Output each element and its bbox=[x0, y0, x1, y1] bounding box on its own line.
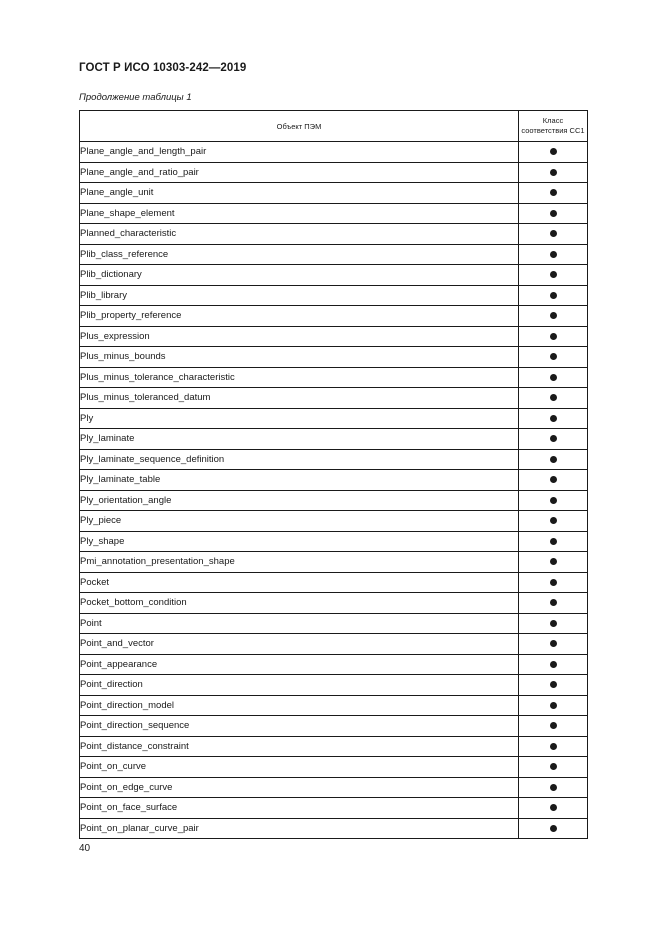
table-row bbox=[80, 244, 588, 265]
conformance-mark-cell bbox=[519, 388, 588, 409]
conformance-mark-cell bbox=[519, 306, 588, 327]
table-row bbox=[80, 388, 588, 409]
page-number: 40 bbox=[79, 843, 91, 854]
table-row bbox=[80, 224, 588, 245]
column-header-conformance-class: Класс соответствия СС1 bbox=[519, 111, 588, 142]
table-row bbox=[80, 203, 588, 224]
filled-circle-icon bbox=[550, 435, 557, 442]
entity-name-cell: Plib_library bbox=[80, 285, 519, 306]
conformance-mark-cell bbox=[519, 511, 588, 532]
filled-circle-icon bbox=[550, 517, 557, 524]
table-row bbox=[80, 367, 588, 388]
table-row bbox=[80, 511, 588, 532]
filled-circle-icon bbox=[550, 230, 557, 237]
table-row bbox=[80, 675, 588, 696]
filled-circle-icon bbox=[550, 476, 557, 483]
entity-name-cell: Point_distance_constraint bbox=[80, 736, 519, 757]
filled-circle-icon bbox=[550, 415, 557, 422]
table-row bbox=[80, 326, 588, 347]
conformance-mark-cell bbox=[519, 347, 588, 368]
table-row bbox=[80, 490, 588, 511]
table-row bbox=[80, 777, 588, 798]
filled-circle-icon bbox=[550, 456, 557, 463]
filled-circle-icon bbox=[550, 394, 557, 401]
entity-name-cell: Plib_property_reference bbox=[80, 306, 519, 327]
entity-name-cell: Point_direction_sequence bbox=[80, 716, 519, 737]
filled-circle-icon bbox=[550, 763, 557, 770]
table-row bbox=[80, 593, 588, 614]
entity-name-cell: Ply_piece bbox=[80, 511, 519, 532]
entity-name-cell: Plane_shape_element bbox=[80, 203, 519, 224]
table-row bbox=[80, 818, 588, 839]
filled-circle-icon bbox=[550, 251, 557, 258]
filled-circle-icon bbox=[550, 599, 557, 606]
conformance-mark-cell bbox=[519, 716, 588, 737]
table-row bbox=[80, 162, 588, 183]
table-row bbox=[80, 285, 588, 306]
entity-name-cell: Ply_laminate_table bbox=[80, 470, 519, 491]
document-standard-title: ГОСТ Р ИСО 10303-242—2019 bbox=[79, 62, 247, 74]
conformance-mark-cell bbox=[519, 244, 588, 265]
table-row bbox=[80, 572, 588, 593]
table-row bbox=[80, 757, 588, 778]
conformance-mark-cell bbox=[519, 531, 588, 552]
conformance-mark-cell bbox=[519, 757, 588, 778]
table-row bbox=[80, 449, 588, 470]
entity-name-cell: Point_and_vector bbox=[80, 634, 519, 655]
filled-circle-icon bbox=[550, 825, 557, 832]
conformance-mark-cell bbox=[519, 798, 588, 819]
entity-name-cell: Plus_minus_bounds bbox=[80, 347, 519, 368]
conformance-mark-cell bbox=[519, 162, 588, 183]
filled-circle-icon bbox=[550, 558, 557, 565]
conformance-mark-cell bbox=[519, 593, 588, 614]
entity-name-cell: Plib_class_reference bbox=[80, 244, 519, 265]
filled-circle-icon bbox=[550, 640, 557, 647]
conformance-mark-cell bbox=[519, 613, 588, 634]
entity-name-cell: Ply_orientation_angle bbox=[80, 490, 519, 511]
table-row bbox=[80, 613, 588, 634]
entity-name-cell: Plus_minus_tolerance_characteristic bbox=[80, 367, 519, 388]
filled-circle-icon bbox=[550, 538, 557, 545]
entity-name-cell: Point_appearance bbox=[80, 654, 519, 675]
conformance-mark-cell bbox=[519, 470, 588, 491]
table-row bbox=[80, 306, 588, 327]
conformance-mark-cell bbox=[519, 654, 588, 675]
filled-circle-icon bbox=[550, 579, 557, 586]
entity-name-cell: Ply_laminate bbox=[80, 429, 519, 450]
entity-name-cell: Plane_angle_unit bbox=[80, 183, 519, 204]
filled-circle-icon bbox=[550, 353, 557, 360]
table-row bbox=[80, 429, 588, 450]
entity-name-cell: Plib_dictionary bbox=[80, 265, 519, 286]
filled-circle-icon bbox=[550, 333, 557, 340]
conformance-mark-cell bbox=[519, 634, 588, 655]
table-row bbox=[80, 531, 588, 552]
entity-name-cell: Point_on_edge_curve bbox=[80, 777, 519, 798]
filled-circle-icon bbox=[550, 497, 557, 504]
entity-name-cell: Point_direction_model bbox=[80, 695, 519, 716]
entity-name-cell: Point_on_face_surface bbox=[80, 798, 519, 819]
entity-name-cell: Plane_angle_and_length_pair bbox=[80, 142, 519, 163]
table-row bbox=[80, 798, 588, 819]
conformance-mark-cell bbox=[519, 265, 588, 286]
filled-circle-icon bbox=[550, 722, 557, 729]
table-row bbox=[80, 470, 588, 491]
table-row bbox=[80, 408, 588, 429]
table-row bbox=[80, 634, 588, 655]
table-row bbox=[80, 347, 588, 368]
conformance-mark-cell bbox=[519, 777, 588, 798]
conformance-mark-cell bbox=[519, 367, 588, 388]
filled-circle-icon bbox=[550, 681, 557, 688]
filled-circle-icon bbox=[550, 743, 557, 750]
table-row bbox=[80, 265, 588, 286]
entity-name-cell: Plus_expression bbox=[80, 326, 519, 347]
filled-circle-icon bbox=[550, 210, 557, 217]
entity-name-cell: Plus_minus_toleranced_datum bbox=[80, 388, 519, 409]
conformance-mark-cell bbox=[519, 818, 588, 839]
entity-name-cell: Point_direction bbox=[80, 675, 519, 696]
conformance-mark-cell bbox=[519, 183, 588, 204]
table-row bbox=[80, 736, 588, 757]
conformance-mark-cell bbox=[519, 429, 588, 450]
conformance-mark-cell bbox=[519, 552, 588, 573]
conformance-mark-cell bbox=[519, 675, 588, 696]
filled-circle-icon bbox=[550, 189, 557, 196]
entity-name-cell: Point bbox=[80, 613, 519, 634]
conformance-mark-cell bbox=[519, 326, 588, 347]
table-row bbox=[80, 183, 588, 204]
filled-circle-icon bbox=[550, 661, 557, 668]
conformance-mark-cell bbox=[519, 203, 588, 224]
conformance-table bbox=[79, 110, 588, 839]
conformance-mark-cell bbox=[519, 285, 588, 306]
filled-circle-icon bbox=[550, 292, 557, 299]
entity-name-cell: Point_on_curve bbox=[80, 757, 519, 778]
entity-name-cell: Pocket_bottom_condition bbox=[80, 593, 519, 614]
entity-name-cell: Pmi_annotation_presentation_shape bbox=[80, 552, 519, 573]
table-row bbox=[80, 695, 588, 716]
entity-name-cell: Pocket bbox=[80, 572, 519, 593]
table-row bbox=[80, 142, 588, 163]
entity-name-cell: Plane_angle_and_ratio_pair bbox=[80, 162, 519, 183]
entity-name-cell: Planned_characteristic bbox=[80, 224, 519, 245]
entity-name-cell: Ply bbox=[80, 408, 519, 429]
column-header-object: Объект ПЭМ bbox=[80, 111, 519, 142]
entity-name-cell: Point_on_planar_curve_pair bbox=[80, 818, 519, 839]
filled-circle-icon bbox=[550, 148, 557, 155]
conformance-mark-cell bbox=[519, 142, 588, 163]
table-header-row bbox=[80, 111, 588, 142]
conformance-mark-cell bbox=[519, 695, 588, 716]
entity-name-cell: Ply_shape bbox=[80, 531, 519, 552]
table-row bbox=[80, 716, 588, 737]
table-caption: Продолжение таблицы 1 bbox=[79, 92, 192, 103]
conformance-mark-cell bbox=[519, 224, 588, 245]
filled-circle-icon bbox=[550, 804, 557, 811]
filled-circle-icon bbox=[550, 620, 557, 627]
filled-circle-icon bbox=[550, 702, 557, 709]
conformance-mark-cell bbox=[519, 572, 588, 593]
conformance-mark-cell bbox=[519, 449, 588, 470]
filled-circle-icon bbox=[550, 784, 557, 791]
table-row bbox=[80, 552, 588, 573]
table-row bbox=[80, 654, 588, 675]
conformance-mark-cell bbox=[519, 736, 588, 757]
table-body bbox=[80, 142, 588, 839]
filled-circle-icon bbox=[550, 169, 557, 176]
filled-circle-icon bbox=[550, 312, 557, 319]
conformance-mark-cell bbox=[519, 408, 588, 429]
filled-circle-icon bbox=[550, 271, 557, 278]
filled-circle-icon bbox=[550, 374, 557, 381]
conformance-mark-cell bbox=[519, 490, 588, 511]
entity-name-cell: Ply_laminate_sequence_definition bbox=[80, 449, 519, 470]
